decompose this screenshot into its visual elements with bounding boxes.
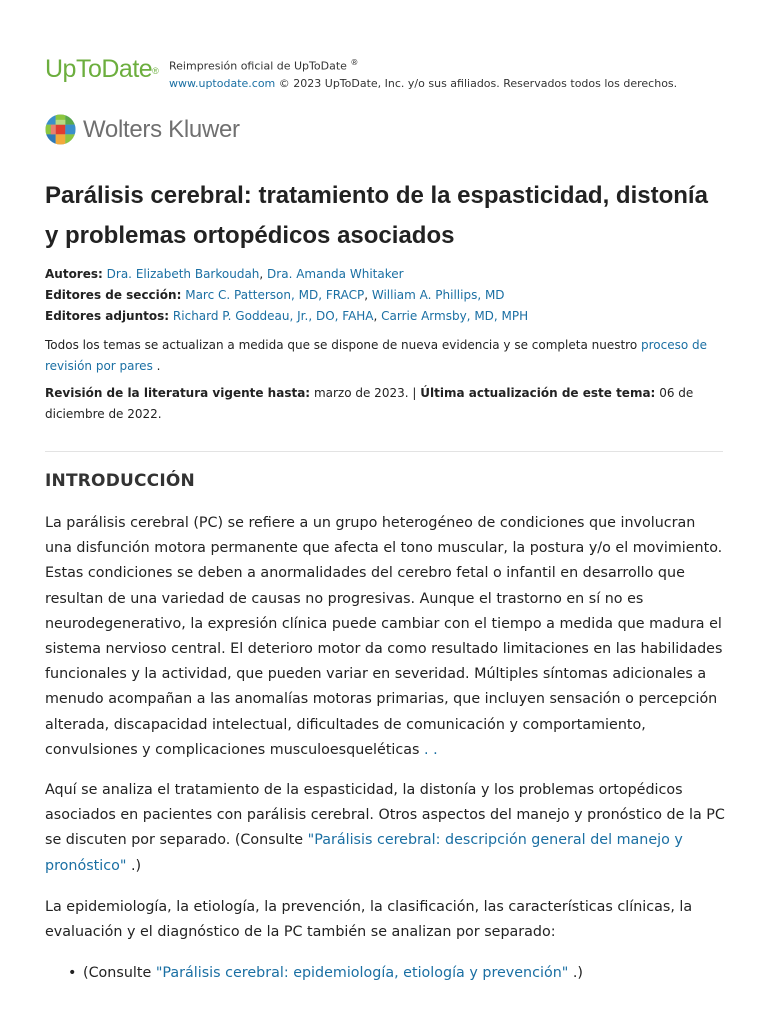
logo-text: UpToDate [45, 55, 153, 83]
article-title: Parálisis cerebral: tratamiento de la espasticidad, distonía y problemas ortopédicos asociados [45, 182, 708, 249]
scope-paragraph [45, 778, 725, 879]
last-update-label: Última actualización de este tema: [420, 386, 656, 400]
wolters-kluwer-mark-icon [45, 114, 76, 145]
section-heading: INTRODUCCIÓN [45, 471, 195, 491]
reprint-header [45, 54, 735, 94]
reprint-registered-mark: ® [350, 58, 359, 67]
update-note-end: . [156, 359, 161, 373]
uptodate-site-link[interactable]: www.uptodate.com [169, 76, 276, 90]
section-editor-link[interactable]: William A. Phillips, MD [371, 288, 505, 302]
deputy-editor-link[interactable]: Carrie Armsby, MD, MPH [381, 309, 529, 323]
authors-row: Autores: Dra. Elizabeth Barkoudah, Dra. Amanda Whitaker [45, 267, 404, 281]
author-link[interactable]: Dra. Elizabeth Barkoudah [106, 267, 260, 281]
reference-link[interactable]: . . [424, 741, 438, 758]
topic-link-epidemiology[interactable]: "Parálisis cerebral: epidemiología, etiología y prevención" [155, 965, 569, 981]
separator: | [412, 386, 417, 400]
publisher-name: Wolters Kluwer [83, 116, 240, 143]
section-editors-label: Editores de sección: [45, 288, 182, 302]
paragraph-text: Aquí se analiza el tratamiento de la espasticidad, la distonía y los problemas ortopédicos asociados en pacientes con parálisis cerebral. Otros aspectos del manejo y pronóstico de la PC se discuten por separado. (Consulte [45, 782, 725, 849]
copyright-text: © 2023 UpToDate, Inc. y/o sus afiliados. Reservados todos los derechos. [278, 76, 678, 90]
last-update-value: 06 de diciembre de 2022. [45, 386, 694, 421]
authors-label: Autores: [45, 267, 103, 281]
reprint-line: Reimpresión oficial de UpToDate [169, 59, 347, 73]
list-item-end: .) [572, 965, 584, 981]
reprint-notice [169, 54, 677, 92]
paragraph-text: La parálisis cerebral (PC) se refiere a un grupo heterogéneo de condiciones que involucran una disfunción motora permanente que afecta el tono muscular, la postura y/o el movimiento. Estas condiciones se deben a anormalidades del cerebro fetal o infantil en desarrollo que resultan de una variedad de causas no progresivas. Aunque el trastorno en sí no es neurodegenerativo, la expresión clínica puede cambiar con el tiempo a medida que madura el sistema nervioso central. El deterioro motor da como resultado limitaciones en las habilidades funcionales y la actividad, que pueden variar en severidad. Múltiples síntomas adicionales a menudo acompañan a las anomalías motoras primarias, que incluyen sensación o percepción alterada, discapacidad intelectual, dificultades de comunicación y comportamiento, convulsiones y complicaciones musculoesqueléticas [45, 515, 723, 758]
section-editors-row: Editores de sección: Marc C. Patterson, MD, FRACP, William A. Phillips, MD [45, 288, 505, 302]
uptodate-logo [45, 54, 158, 84]
deputy-editor-link[interactable]: Richard P. Goddeau, Jr., DO, FAHA [172, 309, 374, 323]
section-editor-link[interactable]: Marc C. Patterson, MD, FRACP [185, 288, 365, 302]
peer-review-link[interactable]: proceso de revisión por pares [45, 338, 708, 373]
bullet-icon: • [68, 965, 77, 981]
lit-review-label: Revisión de la literatura vigente hasta: [45, 386, 311, 400]
deputy-editors-row: Editores adjuntos: Richard P. Goddeau, Jr., DO, FAHA, Carrie Armsby, MD, MPH [45, 309, 529, 323]
author-link[interactable]: Dra. Amanda Whitaker [267, 267, 404, 281]
paragraph-end: .) [130, 857, 142, 874]
logo-registered-mark: ® [152, 66, 159, 76]
lit-review-value: marzo de 2023. [313, 386, 409, 400]
section-divider [45, 451, 723, 452]
review-dates [45, 383, 725, 425]
list-item-text: (Consulte [83, 965, 152, 981]
related-topics-paragraph: La epidemiología, la etiología, la prevención, la clasificación, las características clínicas, la evaluación y el diagnóstico de la PC también se analizan por separado: [45, 899, 693, 941]
deputy-editors-label: Editores adjuntos: [45, 309, 170, 323]
article-credits [45, 264, 735, 327]
update-note-text: Todos los temas se actualizan a medida que se dispone de nueva evidencia y se completa nuestro [45, 338, 638, 352]
intro-paragraph [45, 511, 725, 763]
update-note [45, 335, 725, 377]
list-item [68, 961, 708, 986]
topic-link-management[interactable]: "Parálisis cerebral: descripción general del manejo y pronóstico" [45, 832, 683, 874]
